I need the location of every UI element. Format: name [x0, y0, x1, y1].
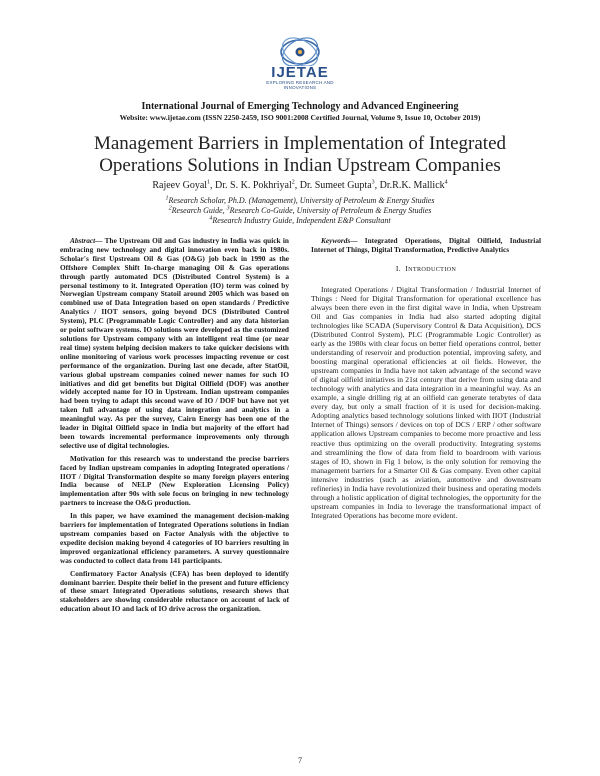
author-sup: 2 — [291, 179, 295, 186]
affiliation-text: Research Co-Guide, University of Petroleum & Energy Studies — [229, 206, 432, 215]
affiliation-sup: 1 — [165, 195, 169, 202]
logo-tagline: EXPLORING RESEARCH AND INNOVATIONS — [266, 80, 334, 90]
section-heading — [311, 265, 541, 275]
author-sup: 4 — [444, 179, 448, 186]
right-column — [311, 237, 541, 520]
author-list — [40, 180, 560, 192]
author: Dr. S. K. Pokhriyal — [215, 180, 292, 191]
affiliation-text: Research Guide, — [171, 206, 227, 215]
journal-logo — [250, 36, 350, 96]
keywords-paragraph — [311, 237, 541, 255]
affiliation-text: Research Industry Guide, Independent E&P Consultant — [212, 216, 391, 225]
affiliation-text: Research Scholar, Ph.D. (Management), University of Petroleum & Energy Studies — [168, 196, 435, 205]
paper-title-line-1: Management Barriers in Implementation of Integrated — [93, 133, 507, 154]
introduction-paragraph: Integrated Operations / Digital Transformation / Industrial Internet of Things : Need for Digital Transformation for operational excellence has always been there even in the first digital wave in India, when Upstream Oil and Gas companies in India had also started adopting digital technologies like SCADA (Supervisory Control & Data Acquisition), DCS (Distributed Control System), PLC (Programmable Logic Controller) as early as the 1980s with clear focus on better field operations control, better understanding of reservoir and production potential, improving safety, and boosting marginal operational efficiencies at oil fields. However, the upstream companies in India have not taken advantage of the second wave of digital oilfield initiatives in 21st century that derive from using data and technology with analytics and data integration in a meaningful way. As an example, a single drilling rig at an oilfield can generate terabytes of data every day, but only a small fraction of it is used for decision-making. Adopting analytics based technology solutions linked with IIOT (Industrial Internet of Things) sensors / devices on top of DCS / ERP / other software application allows Upstream companies to become more proactive and less reactive thus optimizing on the overall productivity. Integrating systems and streamlining the flow of data from field to boardroom with various stages of IO, shown in Fig 1 below, is the only solution for removing the management barriers for a Smarter Oil & Gas company. Even other capital intensive industries (such as aviation, automotive and downstream refineries) in India have revolutionized their business and operating models through a holistic application of digital technologies, the opportunity for the upstream companies in India to leverage the transformational impact of Integrated Operations has become more evident. — [311, 284, 541, 520]
affiliation-sup: 4 — [209, 215, 213, 222]
author: Rajeev Goyal — [152, 180, 208, 191]
author: Dr.R.K. Mallick — [379, 180, 445, 191]
affiliation-3 — [40, 216, 560, 226]
abstract-label: Abstract — [70, 236, 96, 245]
keywords-text: — Integrated Operations, Digital Oilfield, Industrial Internet of Things, Digital Transformation, Predictive Analytics — [311, 236, 541, 254]
page-number: 7 — [298, 756, 302, 765]
affiliation-2 — [40, 206, 560, 216]
author-separator: , — [374, 180, 380, 191]
author: Dr. Sumeet Gupta — [299, 180, 372, 191]
abstract-paragraph: Motivation for this research was to understand the precise barriers faced by Indian upstream companies in adopting Integrated operations / IIOT / Digital Transformation despite so many foreign players entering India because of NELP (New Exploration Licensing Policy) implementation after 90s with sole focus on bringing in new technology partners to increase the O&G production. — [60, 453, 289, 508]
paper-title-line-2: Operations Solutions in Indian Upstream Companies — [99, 155, 501, 176]
abstract-paragraph — [60, 237, 289, 451]
section-heading-rest: NTRODUCTION — [408, 265, 457, 273]
abstract-text: — The Upstream Oil and Gas industry in India was quick in embracing new technology and digital innovation even back in 1980s. Scholar's first Upstream Oil & Gas (O&G) job back in 1990 as the Offshore Complex Shift In-charge managing Oil & Gas operations through partly automated DCS (Distributed Control System) is a personal testimony to it. Integrated Operation (IO) term was coined by Norwegian Upstream company Statoil around 2005 which was based on combined use of Data Integration based on open standards / Predictive Analytics / IIOT sensors, going beyond DCS (Distributed Control System), PLC (Programmable Logic Controller) and any data historian or point software systems. IO solutions were developed as the customized solutions for Upstream company with an intelligent real time (or near real time) system helping decision makers to take quicker decisions with online monitoring of various work processes impacting revenue or cost performance of the organization. During last one decade, after StatOil, various global upstream companies coined newer names for such IO initiatives and did get benefits but Digital Oilfield (DOF) was another widely accepted name for IO in Upstream. Indian upstream companies had been trying to adapt this second wave of IO / DOF but have not yet taken full advantage of using data integration and analytics in a meaningful way. As per the survey, Cairn Energy has been one of the leader in Digital Oilfield space in India but majority of the effort had been towards incremental performance improvements only through selective use of digital technologies. — [60, 236, 289, 450]
abstract-paragraph: Confirmatory Factor Analysis (CFA) has been deployed to identify dominant barrier. Despite their belief in the present and future efficiency of these smart Integrated Operations solutions, research shows that stakeholders are showing considerable reluctance on account of lack of education about IO and lack of IO drive across the organization. — [60, 568, 289, 614]
section-heading-initial: I — [405, 263, 409, 273]
paper-title — [40, 133, 560, 177]
affiliation-sup: 3 — [226, 205, 230, 212]
journal-website-line: Website: www.ijetae.com (ISSN 2250-2459, ISO 9001:2008 Certified Journal, Volume 9, Issue 10, October 2019) — [119, 113, 481, 122]
journal-name: International Journal of Emerging Technology and Advanced Engineering — [141, 101, 459, 112]
author-separator: , — [294, 180, 300, 191]
affiliation-1 — [40, 196, 560, 206]
author-sup: 3 — [371, 179, 375, 186]
section-numeral: I. — [395, 263, 401, 273]
abstract-column — [60, 237, 289, 614]
logo-emblem-icon — [278, 36, 322, 66]
author-separator: , — [210, 180, 216, 191]
logo-wordmark: IJETAE — [271, 64, 329, 81]
keywords-label: Keywords — [321, 236, 351, 245]
affiliation-sup: 2 — [168, 205, 172, 212]
abstract-paragraph: In this paper, we have examined the management decision-making barriers for implementation of Integrated Operations solutions in Indian upstream companies based on Factor Analysis with the objective to expedite decision making beyond 4 categories of IO barriers resulting in improved organizational efficiency parameters. A survey questionnaire was conducted to collect data from 141 participants. — [60, 511, 289, 565]
author-sup: 1 — [207, 179, 211, 186]
